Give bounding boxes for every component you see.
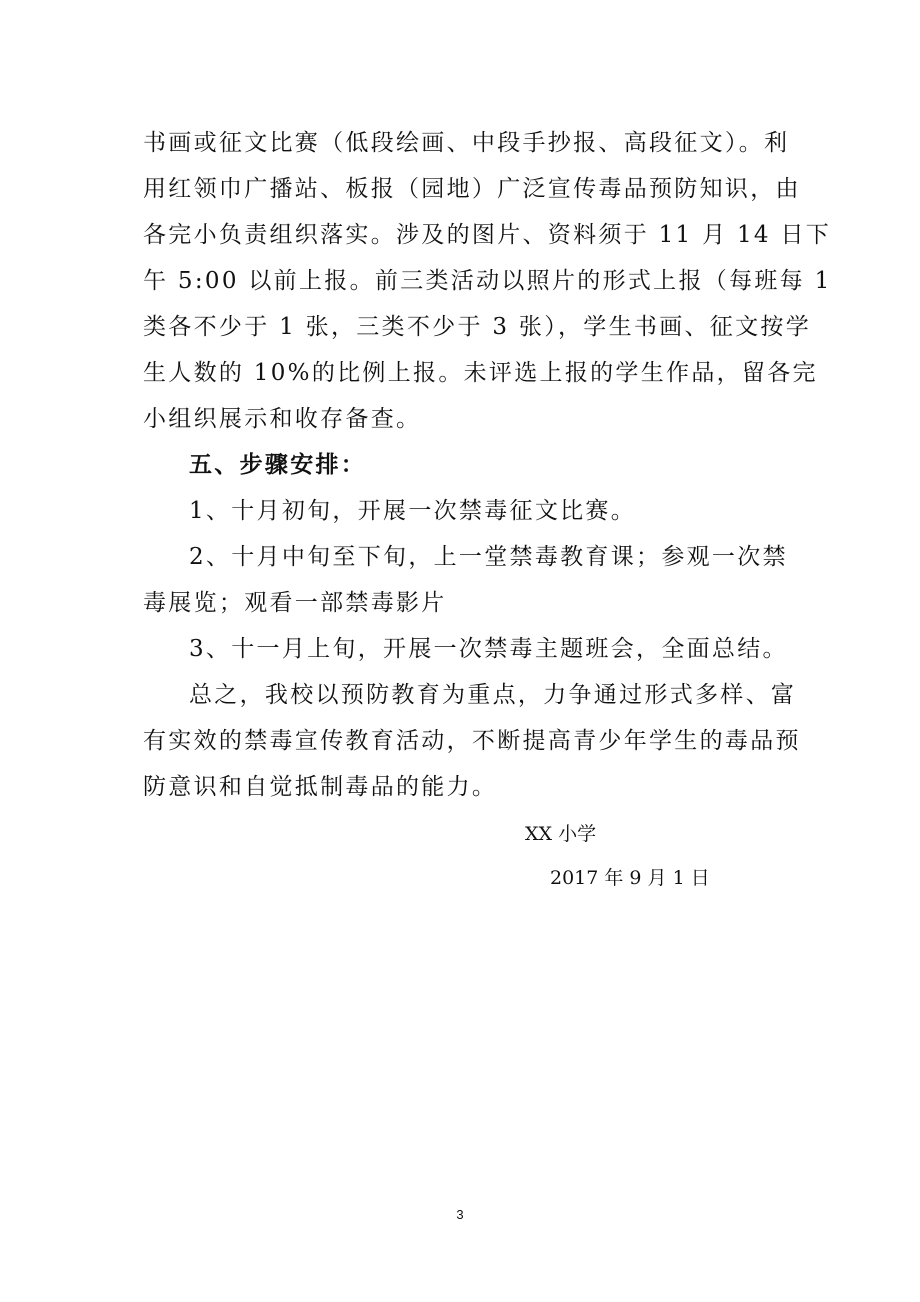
section-heading: 五、步骤安排： — [189, 451, 367, 478]
conclusion-line: 总之，我校以预防教育为重点，力争通过形式多样、富 — [189, 682, 797, 708]
paragraph-line: 生人数的 10%的比例上报。未评选上报的学生作品，留各完 — [143, 360, 818, 386]
step-item: 1、十月初旬，开展一次禁毒征文比赛。 — [189, 498, 637, 524]
step-item: 3、十一月上旬，开展一次禁毒主题班会，全面总结。 — [189, 636, 788, 662]
paragraph-line: 各完小负责组织落实。涉及的图片、资料须于 11 月 14 日下 — [143, 222, 832, 248]
paragraph-line: 书画或征文比赛（低段绘画、中段手抄报、高段征文）。利 — [143, 130, 790, 156]
page-number: 3 — [456, 1207, 464, 1222]
paragraph-line: 类各不少于 1 张，三类不少于 3 张），学生书画、征文按学 — [143, 314, 812, 340]
conclusion-line: 有实效的禁毒宣传教育活动，不断提高青少年学生的毒品预 — [143, 728, 801, 754]
conclusion-line: 防意识和自觉抵制毒品的能力。 — [143, 774, 498, 800]
paragraph-line: 用红领巾广播站、板报（园地）广泛宣传毒品预防知识，由 — [143, 176, 801, 202]
step-item-continued: 毒展览；观看一部禁毒影片 — [143, 590, 447, 616]
paragraph-line: 小组织展示和收存备查。 — [143, 406, 422, 432]
signature-date: 2017 年 9 月 1 日 — [550, 867, 710, 889]
paragraph-line: 午 5:00 以前上报。前三类活动以照片的形式上报（每班每 1 — [143, 268, 832, 294]
signature-school: XX 小学 — [525, 823, 597, 845]
step-item: 2、十月中旬至下旬，上一堂禁毒教育课；参观一次禁 — [189, 544, 788, 570]
